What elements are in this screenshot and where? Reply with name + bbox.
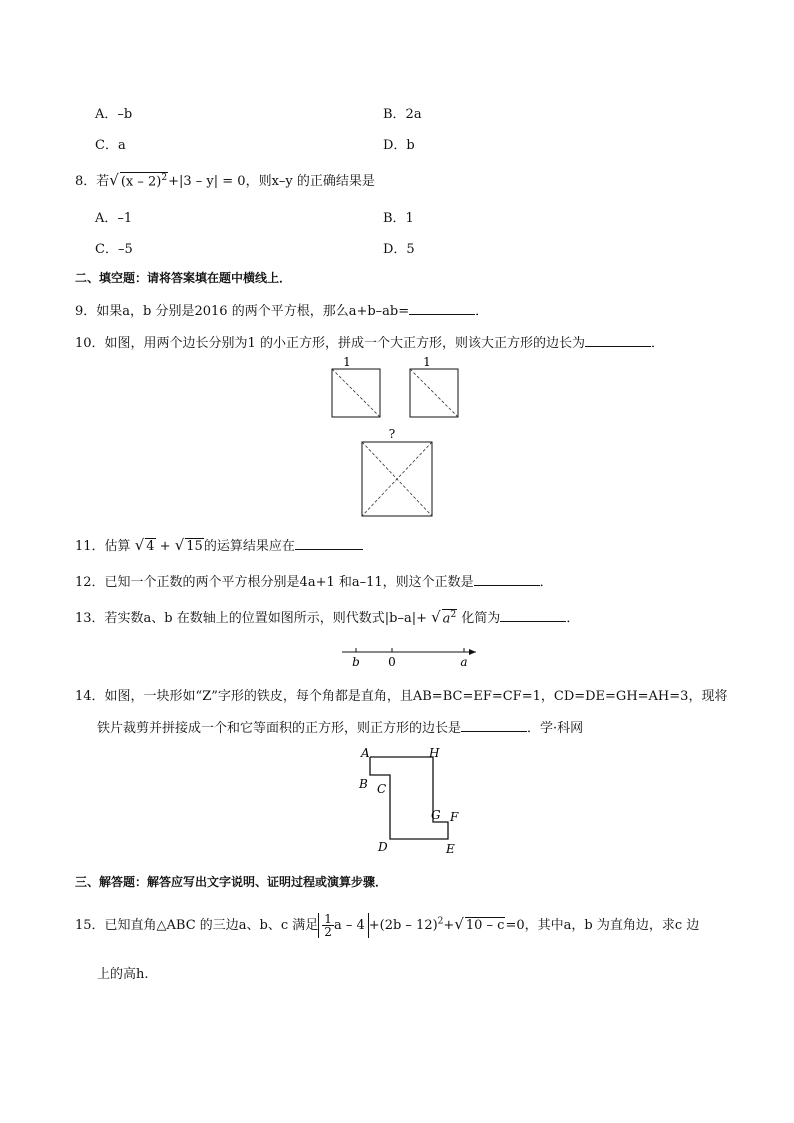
q15-prefix: 15．已知直角△ABC 的三边a、b、c 满足 (75, 918, 319, 933)
section-2-heading: 二、填空题：请将答案填在题中横线上． (75, 271, 292, 285)
q11-plus: + (155, 539, 175, 554)
label-b: b (352, 655, 360, 669)
question-14-line-1: 14．如图，一块形如“Z”字形的铁皮，每个角都是直角，且AB=BC=EF=CF=1，CD=DE=GH=AH=3，现将 (75, 689, 728, 704)
q15-mid: +(2b – 12) (368, 918, 438, 933)
q9-answer-blank[interactable] (409, 302, 475, 315)
q15-radicand: 10 – c (465, 918, 505, 933)
question-11 (75, 535, 363, 554)
label-H: H (429, 746, 440, 760)
q13-answer-blank[interactable] (500, 609, 566, 622)
fig10-label-left: 1 (343, 355, 351, 369)
q10-text: 10．如图，用两个边长分别为1 的小正方形，拼成一个大正方形，则该大正方形的边长为 (75, 336, 585, 351)
q8-suffix: ，则x–y 的正确结果是 (245, 174, 375, 189)
fig10-diagonal-left (332, 369, 380, 417)
question-14-line-2 (97, 717, 583, 736)
label-zero: 0 (388, 655, 396, 669)
q15-frac-den: 2 (324, 925, 332, 939)
q14-z-figure (355, 745, 465, 857)
question-15-line-2: 上的高h. (97, 967, 149, 982)
q8-option-c: C．–5 (95, 242, 133, 257)
q13-end: ． (566, 611, 580, 626)
q14-line2-text: 铁片裁剪并拼接成一个和它等面积的正方形，则正方形的边长是 (97, 721, 462, 736)
section-3-heading: 三、解答题：解答应写出文字说明、证明过程或演算步骤． (75, 875, 388, 889)
q15-sqrt: √ 10 – c (454, 915, 505, 933)
q8-expr-inner: (x – 2) (120, 174, 162, 189)
question-12 (75, 571, 553, 590)
q15-plus: + (443, 918, 455, 933)
z-shape-outline (370, 757, 448, 839)
number-line-arrow (469, 649, 476, 655)
q15-frac-num: 1 (324, 912, 332, 926)
label-F: F (450, 810, 459, 824)
q13-radicand-sup: 2 (450, 609, 457, 620)
q15-suffix: =0，其中a，b 为直角边，求c 边 (505, 918, 700, 933)
q15-abs-tail: a – 4 (333, 918, 365, 933)
question-13 (75, 607, 579, 626)
q8-abs-part: +|3 – y| = 0 (168, 174, 246, 189)
q11-sqrt-1: √ 4 (134, 536, 155, 554)
q13-radicand: a (442, 611, 451, 626)
q8-option-b: B．1 (383, 211, 414, 226)
q11-prefix: 11．估算 (75, 539, 135, 554)
q7-option-c: C．a (95, 138, 126, 153)
label-G: G (431, 808, 441, 822)
question-15 (75, 913, 699, 938)
q13-sqrt: √ $a^2$ (431, 608, 457, 626)
q8-option-a: A．–1 (95, 211, 133, 226)
q7-option-d: D．b (383, 138, 415, 153)
question-10 (75, 332, 664, 351)
q10-answer-blank[interactable] (585, 334, 651, 347)
q15-fraction (322, 913, 334, 938)
q10-figure (320, 352, 470, 522)
q8-expr-sup: 2 (161, 172, 168, 183)
q7-option-b: B．2a (383, 107, 422, 122)
q15-abs-expression (318, 913, 368, 938)
fig10-label-right: 1 (423, 355, 431, 369)
q9-text: 9．如果a，b 分别是2016 的两个平方根，那么a+b–ab= (75, 304, 410, 319)
q9-end: ． (475, 304, 489, 319)
q11-answer-blank[interactable] (295, 537, 363, 550)
label-C: C (377, 782, 387, 796)
q10-end: ． (650, 336, 664, 351)
fig10-label-big: ? (388, 427, 396, 441)
question-9 (75, 300, 488, 319)
q11-radicand-1: 4 (146, 539, 155, 554)
q11-suffix: 的运算结果应在 (203, 539, 295, 554)
label-a: a (460, 655, 468, 669)
label-D: D (378, 840, 388, 854)
q12-answer-blank[interactable] (474, 573, 540, 586)
q12-text: 12．已知一个正数的两个平方根分别是4a+1 和a–11，则这个正数是 (75, 575, 474, 590)
q13-suffix: 化简为 (457, 611, 501, 626)
q15-mid-sup: 2 (437, 916, 444, 927)
question-8 (75, 170, 375, 189)
q14-answer-blank[interactable] (461, 719, 527, 732)
q11-sqrt-2: √ 15 (174, 536, 203, 554)
label-E: E (446, 842, 455, 856)
q11-radicand-2: 15 (186, 539, 203, 554)
q12-end: ． (539, 575, 553, 590)
label-A: A (361, 746, 370, 760)
q7-option-a: A．–b (95, 107, 133, 122)
q13-prefix: 13．若实数a、b 在数轴上的位置如图所示，则代数式|b–a|+ (75, 611, 432, 626)
q13-number-line (340, 644, 480, 670)
q8-sqrt: √ (x – 2)$^2$ (109, 171, 168, 189)
label-B: B (359, 777, 368, 791)
q8-option-d: D．5 (383, 242, 415, 257)
q8-prefix: 8．若 (75, 174, 110, 189)
q14-line2-end: ．学·科网 (527, 721, 584, 736)
fig10-diagonal-right (410, 369, 458, 417)
